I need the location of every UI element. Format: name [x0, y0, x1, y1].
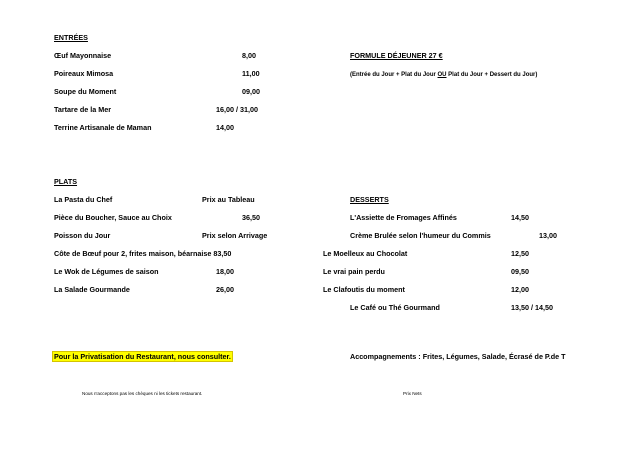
desserts-heading: DESSERTS [350, 195, 389, 204]
plat-name: Poisson du Jour [54, 231, 111, 240]
dessert-price: 14,50 [511, 213, 529, 222]
formule-description: (Entrée du Jour + Plat du Jour OU Plat du Jour + Dessert du Jour) [350, 72, 538, 78]
entree-price: 16,00 / 31,00 [216, 105, 258, 114]
plat-name: Le Wok de Légumes de saison [54, 267, 159, 276]
formule-title: FORMULE DÉJEUNER 27 € [350, 51, 443, 60]
plat-price: 83,50 [213, 249, 232, 258]
entree-price: 14,00 [216, 123, 234, 132]
plat-name: Pièce du Boucher, Sauce au Choix [54, 213, 172, 222]
plat-name: Côte de Bœuf pour 2, frites maison, béarnaise 83,50 [54, 249, 232, 258]
entree-price: 11,00 [242, 69, 260, 78]
dessert-name: Le Clafoutis du moment [323, 285, 405, 294]
entrees-heading: ENTRÉES [54, 33, 88, 42]
dessert-price: 12,00 [511, 285, 529, 294]
plat-name: La Pasta du Chef [54, 195, 113, 204]
plat-price: Prix selon Arrivage [202, 231, 268, 240]
plat-price: 18,00 [216, 267, 234, 276]
entree-name: Œuf Mayonnaise [54, 51, 112, 60]
entree-name: Tartare de la Mer [54, 105, 111, 114]
plat-price: 26,00 [216, 285, 234, 294]
dessert-name: L'Assiette de Fromages Affinés [350, 213, 457, 222]
dessert-name: Le vrai pain perdu [323, 267, 385, 276]
entree-name: Poireaux Mimosa [54, 69, 114, 78]
plat-price: Prix au Tableau [202, 195, 255, 204]
entree-price: 09,00 [242, 87, 260, 96]
dessert-price: 09,50 [511, 267, 529, 276]
dessert-name: Le Café ou Thé Gourmand [350, 303, 440, 312]
plat-name: La Salade Gourmande [54, 285, 130, 294]
plats-heading: PLATS [54, 177, 78, 186]
payment-note: Nous n'acceptons pas les chèques ni les tickets restaurant. [82, 391, 203, 396]
privatisation-note: Pour la Privatisation du Restaurant, nous consulter. [54, 352, 231, 361]
prix-nets-note: Prix Nets [403, 391, 422, 396]
dessert-name: Le Moelleux au Chocolat [323, 249, 408, 258]
dessert-price: 13,00 [539, 231, 557, 240]
dessert-price: 12,50 [511, 249, 529, 258]
entree-price: 8,00 [242, 51, 256, 60]
plat-price: 36,50 [242, 213, 260, 222]
dessert-price: 13,50 / 14,50 [511, 303, 553, 312]
dessert-name: Crème Brulée selon l'humeur du Commis [350, 231, 491, 240]
entree-name: Soupe du Moment [54, 87, 117, 96]
entree-name: Terrine Artisanale de Maman [54, 123, 152, 132]
accompagnements-note: Accompagnements : Frites, Légumes, Salade, Écrasé de P.de T [350, 352, 566, 361]
